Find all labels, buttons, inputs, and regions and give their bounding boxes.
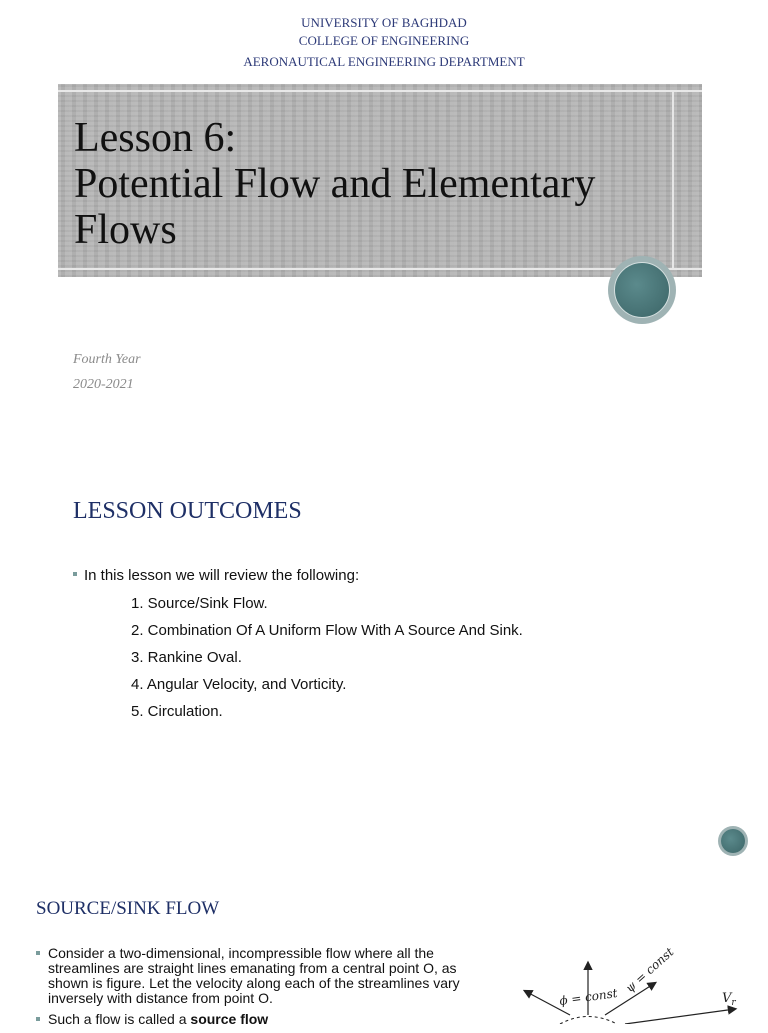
source-sink-heading: SOURCE/SINK FLOW	[36, 898, 220, 919]
outcomes-list	[131, 594, 523, 729]
list-item: 3. Rankine Oval.	[131, 649, 242, 666]
lesson-title	[74, 115, 684, 253]
list-item: 5. Circulation.	[131, 703, 223, 720]
department-name: AERONAUTICAL ENGINEERING DEPARTMENT	[243, 54, 525, 69]
decorative-circle-icon	[608, 256, 676, 324]
outcomes-intro: In this lesson we will review the following:	[73, 567, 359, 584]
list-item: Such a flow is called a source flow	[36, 1012, 476, 1027]
banner-top-line	[58, 90, 702, 92]
equipotential-arc	[560, 1017, 617, 1025]
university-name: UNIVERSITY OF BAGHDAD	[301, 15, 467, 30]
phi-label: ϕ = const	[558, 985, 619, 1008]
source-flow-diagram	[505, 945, 755, 1024]
list-item: 4. Angular Velocity, and Vorticity.	[131, 676, 347, 693]
decorative-circle-small-icon	[718, 826, 748, 856]
year-label: Fourth Year	[73, 352, 141, 367]
title-line-3: Flows	[74, 207, 177, 253]
vr-label: $V_r$	[722, 991, 736, 1008]
banner-bottom-line	[58, 268, 702, 270]
outcomes-heading: LESSON OUTCOMES	[73, 498, 302, 524]
college-name: COLLEGE OF ENGINEERING	[298, 33, 470, 48]
psi-label: ψ = const	[622, 945, 677, 996]
source-sink-bullets	[36, 946, 476, 1033]
list-item: 1. Source/Sink Flow.	[131, 595, 268, 612]
title-line-2: Potential Flow and Elementary	[74, 161, 596, 207]
title-line-1: Lesson 6:	[74, 115, 237, 161]
list-item: 2. Combination Of A Uniform Flow With A Source And Sink.	[131, 622, 523, 639]
list-item: Consider a two-dimensional, incompressible flow where all the streamlines are straight lines emanating from a central point O, as shown is figure. Let the velocity along each of the streamlines vary inversely with distance from point O.	[36, 946, 476, 1006]
bullet-square-icon	[73, 572, 77, 576]
session-label: 2020-2021	[73, 377, 134, 392]
bullet-square-icon	[36, 1017, 40, 1021]
bullet-square-icon	[36, 951, 40, 955]
